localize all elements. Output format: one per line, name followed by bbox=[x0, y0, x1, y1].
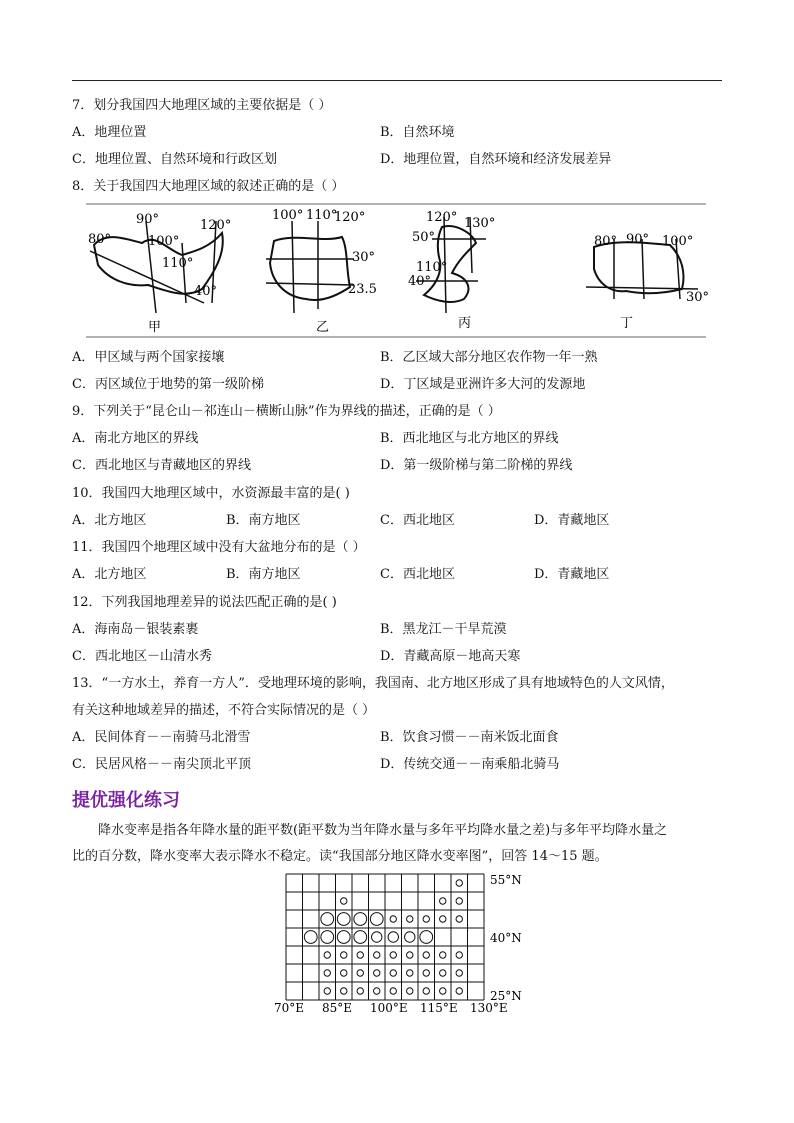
variability-circle bbox=[456, 898, 462, 904]
question-13-stem-line1: 13．“一方水土，养育一方人”．受地理环境的影响，我国南、北方地区形成了具有地域特色的人文风情， bbox=[72, 676, 674, 691]
question-13-stem-line2: 有关这种地域差异的描述，不符合实际情况的是（ ） bbox=[72, 703, 376, 718]
variability-circle bbox=[405, 932, 415, 942]
variability-circle bbox=[370, 913, 383, 926]
variability-circle bbox=[341, 988, 347, 994]
grid-circles bbox=[304, 880, 462, 994]
header-rule bbox=[72, 80, 722, 81]
variability-circle bbox=[423, 970, 429, 976]
variability-circle bbox=[357, 988, 363, 994]
bing-deg-40: 40° bbox=[408, 274, 432, 289]
variability-circle bbox=[423, 988, 429, 994]
map-ding bbox=[586, 232, 709, 331]
q11-option-b[interactable]: B．南方地区 bbox=[226, 567, 301, 582]
region-maps-svg bbox=[86, 203, 710, 340]
jia-deg-100: 100° bbox=[148, 234, 180, 249]
ding-deg-90: 90° bbox=[626, 232, 650, 247]
variability-circle bbox=[440, 898, 446, 904]
q9-option-a[interactable]: A．南北方地区的界线 bbox=[72, 431, 199, 446]
variability-circle bbox=[354, 931, 367, 944]
lon-label-115e: 115°E bbox=[420, 1001, 458, 1015]
q7-option-a[interactable]: A．地理位置 bbox=[72, 125, 147, 140]
q8-option-d[interactable]: D．丁区域是亚洲许多大河的发源地 bbox=[380, 377, 586, 392]
variability-circle bbox=[341, 970, 347, 976]
variability-circle bbox=[341, 952, 347, 958]
variability-circle bbox=[420, 931, 433, 944]
variability-circle bbox=[390, 988, 396, 994]
question-10-stem: 10．我国四大地理区域中，水资源最丰富的是( ) bbox=[72, 486, 350, 501]
variability-circle bbox=[390, 970, 396, 976]
lon-label-130e: 130°E bbox=[470, 1001, 508, 1015]
q12-option-c[interactable]: C．西北地区－山清水秀 bbox=[72, 649, 212, 664]
variability-circle bbox=[374, 970, 380, 976]
yi-label: 乙 bbox=[316, 320, 330, 335]
variability-circle bbox=[324, 952, 330, 958]
bing-deg-50: 50° bbox=[412, 230, 436, 245]
precipitation-variability-grid bbox=[270, 870, 520, 1020]
q9-option-b[interactable]: B．西北地区与北方地区的界线 bbox=[380, 431, 559, 446]
ding-label: 丁 bbox=[620, 316, 634, 331]
ding-deg-30: 30° bbox=[686, 290, 710, 305]
variability-circle bbox=[354, 913, 367, 926]
q11-option-a[interactable]: A．北方地区 bbox=[72, 567, 147, 582]
jia-deg-90: 90° bbox=[136, 212, 160, 227]
q9-option-d[interactable]: D．第一级阶梯与第二阶梯的界线 bbox=[380, 458, 573, 473]
lon-label-100e: 100°E bbox=[370, 1001, 408, 1015]
jia-deg-120: 120° bbox=[200, 218, 232, 233]
q13-option-d[interactable]: D．传统交通－－南乘船北骑马 bbox=[380, 757, 560, 772]
bing-label: 丙 bbox=[458, 316, 472, 331]
lat-label-25n: 25°N bbox=[490, 989, 522, 1003]
q7-option-b[interactable]: B．自然环境 bbox=[380, 125, 455, 140]
q11-option-c[interactable]: C．西北地区 bbox=[380, 567, 455, 582]
grid-svg bbox=[270, 870, 520, 1020]
q7-option-c[interactable]: C．地理位置、自然环境和行政区划 bbox=[72, 152, 277, 167]
variability-circle bbox=[423, 952, 429, 958]
variability-circle bbox=[372, 932, 382, 942]
variability-circle bbox=[456, 988, 462, 994]
variability-circle bbox=[357, 952, 363, 958]
q9-option-c[interactable]: C．西北地区与青藏地区的界线 bbox=[72, 458, 251, 473]
variability-circle bbox=[388, 932, 398, 942]
variability-circle bbox=[357, 970, 363, 976]
variability-circle bbox=[407, 970, 413, 976]
variability-circle bbox=[423, 916, 429, 922]
jia-deg-80: 80° bbox=[88, 232, 112, 247]
map-yi bbox=[266, 208, 377, 335]
jia-deg-110: 110° bbox=[162, 256, 194, 271]
bing-deg-120: 120° bbox=[426, 210, 458, 225]
yi-deg-110: 110° bbox=[306, 208, 338, 223]
q7-option-d[interactable]: D．地理位置，自然环境和经济发展差异 bbox=[380, 152, 612, 167]
variability-circle bbox=[341, 898, 347, 904]
q8-option-c[interactable]: C．丙区域位于地势的第一级阶梯 bbox=[72, 377, 264, 392]
variability-circle bbox=[337, 931, 350, 944]
variability-circle bbox=[321, 931, 334, 944]
jia-deg-40: 40° bbox=[194, 284, 218, 299]
yi-deg-100: 100° bbox=[272, 208, 304, 223]
variability-circle bbox=[304, 931, 317, 944]
yi-deg-235: 23.5 bbox=[348, 282, 377, 297]
q10-option-b[interactable]: B．南方地区 bbox=[226, 513, 301, 528]
bing-deg-110: 110° bbox=[416, 260, 448, 275]
q12-option-b[interactable]: B．黑龙江－干旱荒漠 bbox=[380, 622, 507, 637]
question-9-stem: 9．下列关于“昆仑山－祁连山－横断山脉”作为界线的描述，正确的是（ ） bbox=[72, 404, 501, 419]
variability-circle bbox=[407, 952, 413, 958]
variability-circle bbox=[456, 952, 462, 958]
variability-circle bbox=[324, 970, 330, 976]
question-11-stem: 11．我国四个地理区域中没有大盆地分布的是（ ） bbox=[72, 540, 366, 555]
variability-circle bbox=[390, 916, 396, 922]
q13-option-b[interactable]: B．饮食习惯－－南米饭北面食 bbox=[380, 730, 559, 745]
variability-circle bbox=[390, 952, 396, 958]
question-7-stem: 7．划分我国四大地理区域的主要依据是（ ） bbox=[72, 98, 332, 113]
variability-circle bbox=[321, 913, 334, 926]
lat-label-40n: 40°N bbox=[490, 931, 522, 945]
variability-circle bbox=[374, 988, 380, 994]
ding-deg-80: 80° bbox=[594, 234, 618, 249]
q10-option-a[interactable]: A．北方地区 bbox=[72, 513, 147, 528]
variability-circle bbox=[456, 880, 462, 886]
intro-paragraph-line2: 比的百分数，降水变率大表示降水不稳定。读“我国部分地区降水变率图”，回答 14～15 题。 bbox=[72, 849, 608, 864]
q10-option-d[interactable]: D．青藏地区 bbox=[534, 513, 610, 528]
q13-option-c[interactable]: C．民居风格－－南尖顶北平顶 bbox=[72, 757, 251, 772]
variability-circle bbox=[456, 916, 462, 922]
bing-deg-130: 130° bbox=[464, 216, 496, 231]
lon-label-85e: 85°E bbox=[322, 1001, 353, 1015]
variability-circle bbox=[407, 988, 413, 994]
variability-circle bbox=[440, 988, 446, 994]
jia-label: 甲 bbox=[148, 320, 162, 335]
q10-option-c[interactable]: C．西北地区 bbox=[380, 513, 455, 528]
q8-option-a[interactable]: A．甲区域与两个国家接壤 bbox=[72, 350, 225, 365]
variability-circle bbox=[440, 970, 446, 976]
yi-deg-120: 120° bbox=[334, 210, 366, 225]
intro-paragraph-line1: 降水变率是指各年降水量的距平数(距平数为当年降水量与多年平均降水量之差)与多年平均降水量之 bbox=[98, 823, 668, 838]
question-12-stem: 12．下列我国地理差异的说法匹配正确的是( ) bbox=[72, 595, 337, 610]
variability-circle bbox=[440, 952, 446, 958]
variability-circle bbox=[374, 952, 380, 958]
variability-circle bbox=[324, 988, 330, 994]
q12-option-d[interactable]: D．青藏高原－地高天寒 bbox=[380, 649, 521, 664]
map-jia bbox=[88, 212, 231, 335]
lat-label-55n: 55°N bbox=[490, 873, 522, 887]
q12-option-a[interactable]: A．海南岛－银装素裹 bbox=[72, 622, 199, 637]
ding-deg-100: 100° bbox=[662, 234, 694, 249]
lon-label-70e: 70°E bbox=[274, 1001, 305, 1015]
q13-option-a[interactable]: A．民间体育－－南骑马北滑雪 bbox=[72, 730, 251, 745]
variability-circle bbox=[407, 916, 413, 922]
q11-option-d[interactable]: D．青藏地区 bbox=[534, 567, 610, 582]
q8-option-b[interactable]: B．乙区域大部分地区农作物一年一熟 bbox=[380, 350, 598, 365]
region-maps-figure bbox=[86, 203, 710, 340]
map-bing bbox=[408, 210, 495, 331]
yi-deg-30: 30° bbox=[352, 250, 376, 265]
variability-circle bbox=[456, 970, 462, 976]
variability-circle bbox=[337, 913, 350, 926]
question-8-stem: 8．关于我国四大地理区域的叙述正确的是（ ） bbox=[72, 179, 345, 194]
variability-circle bbox=[440, 916, 446, 922]
section-title: 提优强化练习 bbox=[72, 790, 180, 811]
